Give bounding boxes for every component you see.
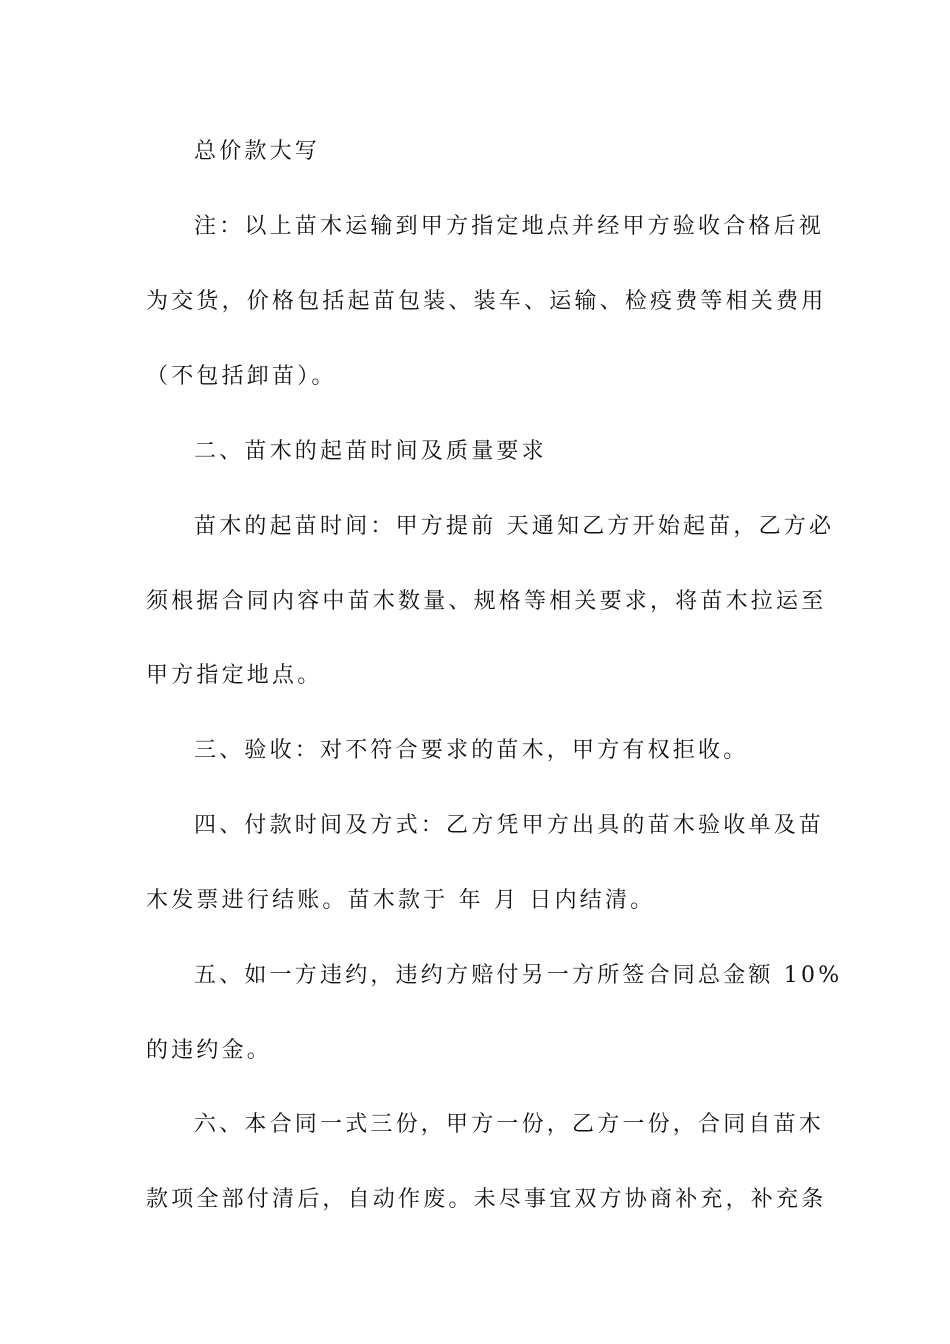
section-5-line-1: 五、如一方违约，违约方赔付另一方所签合同总金额 10%: [194, 963, 843, 988]
note-line-2: 为交货，价格包括起苗包装、装车、运输、检疫费等相关费用: [146, 289, 827, 314]
section-2-heading: 二、苗木的起苗时间及质量要求: [194, 439, 547, 464]
section-5-line-2: 的违约金。: [146, 1038, 273, 1063]
section-6-line-2: 款项全部付清后，自动作废。未尽事宜双方协商补充，补充条: [146, 1187, 827, 1212]
note-line-1: 注：以上苗木运输到甲方指定地点并经甲方验收合格后视: [194, 214, 825, 239]
section-3-line-1: 三、验收：对不符合要求的苗木，甲方有权拒收。: [194, 738, 749, 763]
section-6-line-1: 六、本合同一式三份，甲方一份，乙方一份，合同自苗木: [194, 1112, 825, 1137]
section-2-line-3: 甲方指定地点。: [146, 663, 323, 688]
note-line-3: （不包括卸苗）。: [146, 364, 337, 389]
section-4-line-1: 四、付款时间及方式：乙方凭甲方出具的苗木验收单及苗: [194, 813, 825, 838]
section-2-line-2: 须根据合同内容中苗木数量、规格等相关要求，将苗木拉运至: [146, 589, 827, 614]
total-price-label: 总价款大写: [194, 139, 321, 164]
section-4-line-2: 木发票进行结账。苗木款于 年 月 日内结清。: [146, 888, 656, 913]
section-2-line-1: 苗木的起苗时间：甲方提前 天通知乙方开始起苗，乙方必: [194, 514, 835, 539]
